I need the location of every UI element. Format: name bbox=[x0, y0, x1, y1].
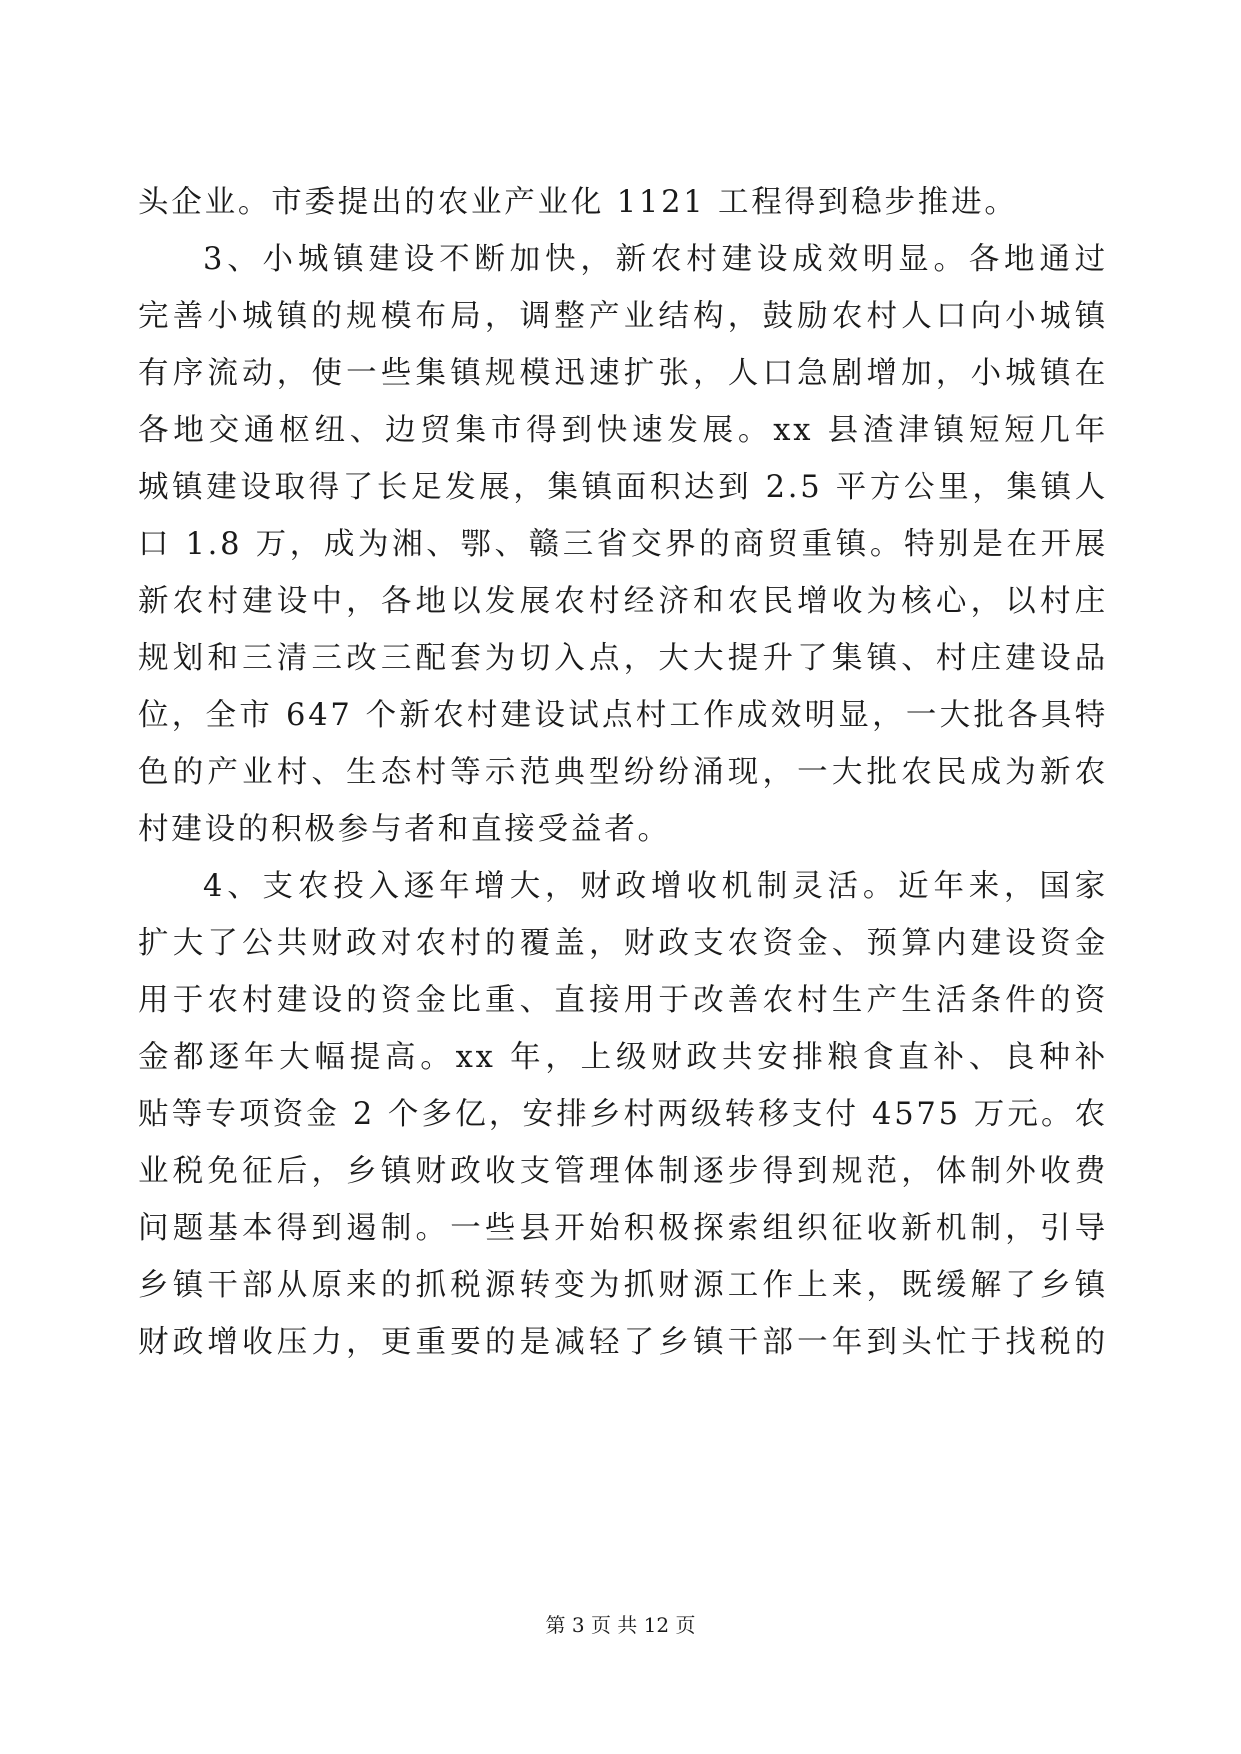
text-line-20: 乡镇干部从原来的抓税源转变为抓财源工作上来，既缓解了乡镇 bbox=[138, 1268, 1108, 1303]
text-line-15: 用于农村建设的资金比重、直接用于改善农村生产生活条件的资 bbox=[138, 983, 1108, 1018]
text-line-21: 财政增收压力，更重要的是减轻了乡镇干部一年到头忙于找税的 bbox=[138, 1325, 1108, 1360]
text-line-8: 新农村建设中，各地以发展农村经济和农民增收为核心，以村庄 bbox=[138, 584, 1108, 619]
text-line-6: 城镇建设取得了长足发展，集镇面积达到 2.5 平方公里，集镇人 bbox=[138, 470, 1108, 505]
text-line-10: 位，全市 647 个新农村建设试点村工作成效明显，一大批各具特 bbox=[138, 698, 1108, 733]
text-line-7: 口 1.8 万，成为湘、鄂、赣三省交界的商贸重镇。特别是在开展 bbox=[138, 527, 1108, 562]
text-line-14: 扩大了公共财政对农村的覆盖，财政支农资金、预算内建设资金 bbox=[138, 926, 1108, 961]
text-line-16: 金都逐年大幅提高。xx 年，上级财政共安排粮食直补、良种补 bbox=[138, 1040, 1108, 1075]
text-line-17: 贴等专项资金 2 个多亿，安排乡村两级转移支付 4575 万元。农 bbox=[138, 1097, 1108, 1132]
text-line-1: 头企业。市委提出的农业产业化 1121 工程得到稳步推进。 bbox=[138, 185, 1018, 220]
text-line-12: 村建设的积极参与者和直接受益者。 bbox=[138, 812, 671, 847]
paragraph-4-start: 4、支农投入逐年增大，财政增收机制灵活。近年来，国家 bbox=[203, 869, 1108, 904]
text-line-11: 色的产业村、生态村等示范典型纷纷涌现，一大批农民成为新农 bbox=[138, 755, 1108, 790]
text-line-19: 问题基本得到遏制。一些县开始积极探索组织征收新机制，引导 bbox=[138, 1211, 1108, 1246]
text-line-18: 业税免征后，乡镇财政收支管理体制逐步得到规范，体制外收费 bbox=[138, 1154, 1108, 1189]
text-line-3: 完善小城镇的规模布局，调整产业结构，鼓励农村人口向小城镇 bbox=[138, 299, 1108, 334]
text-line-9: 规划和三清三改三配套为切入点，大大提升了集镇、村庄建设品 bbox=[138, 641, 1108, 676]
paragraph-3-start: 3、小城镇建设不断加快，新农村建设成效明显。各地通过 bbox=[203, 242, 1108, 277]
text-line-4: 有序流动，使一些集镇规模迅速扩张，人口急剧增加，小城镇在 bbox=[138, 356, 1108, 391]
text-line-5: 各地交通枢纽、边贸集市得到快速发展。xx 县渣津镇短短几年 bbox=[138, 413, 1108, 448]
page-footer: 第 3 页 共 12 页 bbox=[545, 1613, 696, 1637]
